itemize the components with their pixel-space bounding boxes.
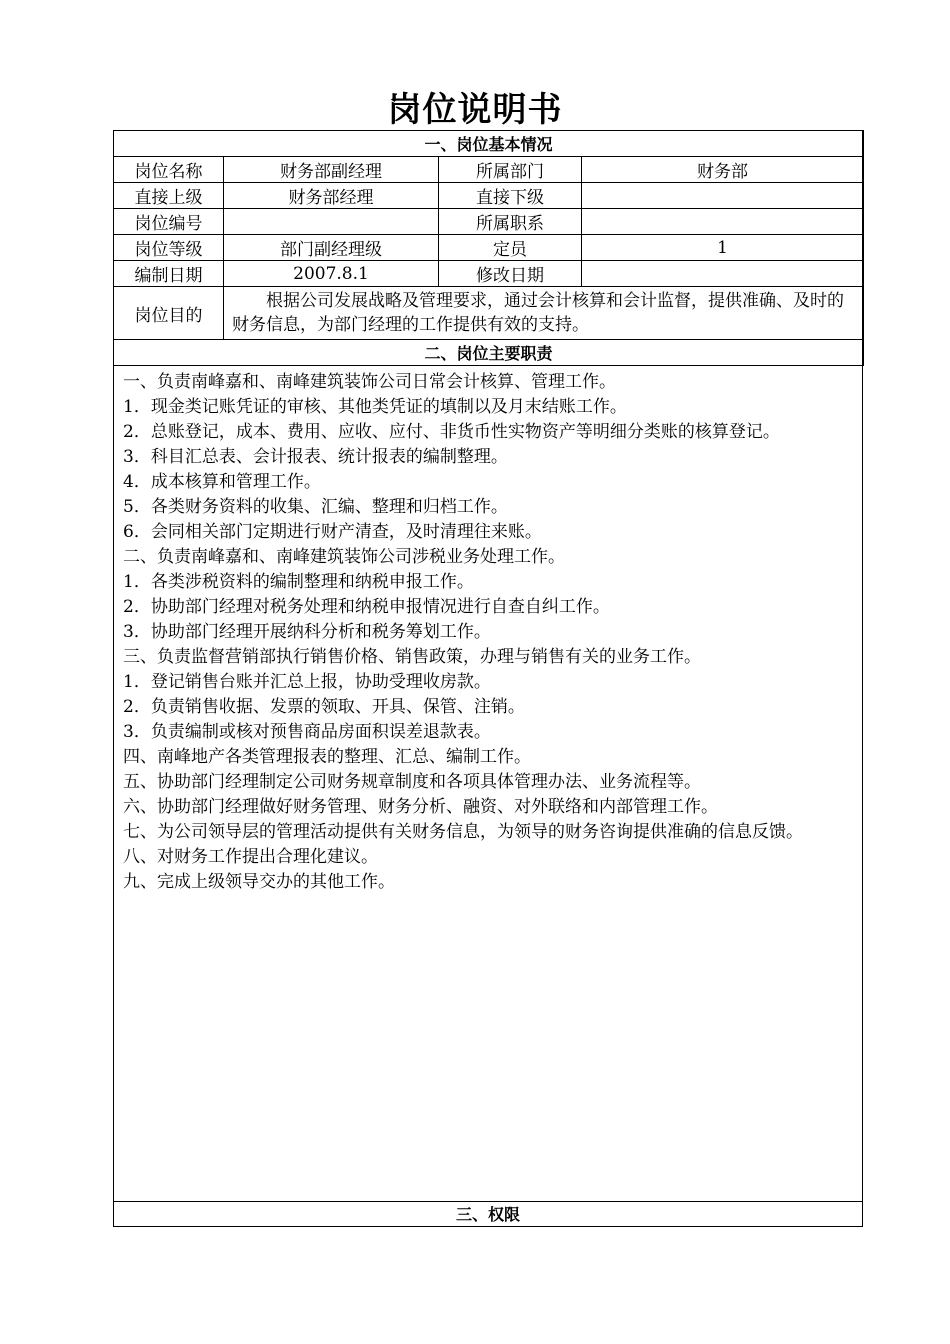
list-item: 七、为公司领导层的管理活动提供有关财务信息，为领导的财务咨询提供准确的信息反馈。 <box>123 822 803 842</box>
list-item: 3．协助部门经理开展纳科分析和税务筹划工作。 <box>123 622 491 642</box>
list-item: 4．成本核算和管理工作。 <box>123 472 321 492</box>
list-item: 2．负责销售收据、发票的领取、开具、保管、注销。 <box>123 697 525 717</box>
label-position-name: 岗位名称 <box>114 157 224 183</box>
value-created-date: 2007.8.1 <box>224 261 439 287</box>
table-row <box>114 183 864 209</box>
label-position-purpose: 岗位目的 <box>114 287 224 340</box>
list-item: 2．总账登记，成本、费用、应收、应付、非货币性实物资产等明细分类账的核算登记。 <box>123 422 780 442</box>
table-row <box>114 287 864 340</box>
list-item: 九、完成上级领导交办的其他工作。 <box>123 872 395 892</box>
section3-heading: 三、权限 <box>455 1205 520 1224</box>
table-row <box>114 157 864 183</box>
duties-list <box>113 370 863 895</box>
list-item: 八、对财务工作提出合理化建议。 <box>123 847 378 867</box>
section2-heading: 二、岗位主要职责 <box>114 340 864 366</box>
document-title: 岗位说明书 <box>387 90 563 130</box>
list-item: 二、负责南峰嘉和、南峰建筑装饰公司涉税业务处理工作。 <box>123 547 565 567</box>
value-headcount: 1 <box>582 235 864 261</box>
label-position-code: 岗位编号 <box>114 209 224 235</box>
list-item: 2．协助部门经理对税务处理和纳税申报情况进行自查自纠工作。 <box>123 597 610 617</box>
list-item: 一、负责南峰嘉和、南峰建筑装饰公司日常会计核算、管理工作。 <box>123 372 616 392</box>
list-item: 四、南峰地产各类管理报表的整理、汇总、编制工作。 <box>123 747 531 767</box>
label-modified-date: 修改日期 <box>439 261 582 287</box>
table-row <box>114 235 864 261</box>
label-headcount: 定员 <box>439 235 582 261</box>
basic-info-table <box>113 130 864 366</box>
label-direct-superior: 直接上级 <box>114 183 224 209</box>
list-item: 三、负责监督营销部执行销售价格、销售政策，办理与销售有关的业务工作。 <box>123 647 701 667</box>
list-item: 5．各类财务资料的收集、汇编、整理和归档工作。 <box>123 497 508 517</box>
label-created-date: 编制日期 <box>114 261 224 287</box>
list-item: 1．登记销售台账并汇总上报，协助受理收房款。 <box>123 672 491 692</box>
value-position-grade: 部门副经理级 <box>224 235 439 261</box>
list-item: 五、协助部门经理制定公司财务规章制度和各项具体管理办法、业务流程等。 <box>123 772 701 792</box>
list-item: 3．科目汇总表、会计报表、统计报表的编制整理。 <box>123 447 508 467</box>
value-job-family <box>582 209 864 235</box>
section1-heading: 一、岗位基本情况 <box>114 131 864 157</box>
list-item: 1．现金类记账凭证的审核、其他类凭证的填制以及月末结账工作。 <box>123 397 627 417</box>
value-position-name: 财务部副经理 <box>224 157 439 183</box>
list-item: 6．会同相关部门定期进行财产清查，及时清理往来账。 <box>123 522 542 542</box>
label-job-family: 所属职系 <box>439 209 582 235</box>
list-item: 3．负责编制或核对预售商品房面积误差退款表。 <box>123 722 491 742</box>
list-item: 六、协助部门经理做好财务管理、财务分析、融资、对外联络和内部管理工作。 <box>123 797 718 817</box>
label-position-grade: 岗位等级 <box>114 235 224 261</box>
label-direct-subordinate: 直接下级 <box>439 183 582 209</box>
value-position-purpose: 根据公司发展战略及管理要求，通过会计核算和会计监督，提供准确、及时的财务信息，为部门经理的工作提供有效的支持。 <box>224 287 864 340</box>
list-item: 1．各类涉税资料的编制整理和纳税申报工作。 <box>123 572 474 592</box>
table-row <box>114 261 864 287</box>
label-department: 所属部门 <box>439 157 582 183</box>
value-direct-subordinate <box>582 183 864 209</box>
table-row <box>114 209 864 235</box>
value-direct-superior: 财务部经理 <box>224 183 439 209</box>
value-position-code <box>224 209 439 235</box>
value-modified-date <box>582 261 864 287</box>
value-department: 财务部 <box>582 157 864 183</box>
